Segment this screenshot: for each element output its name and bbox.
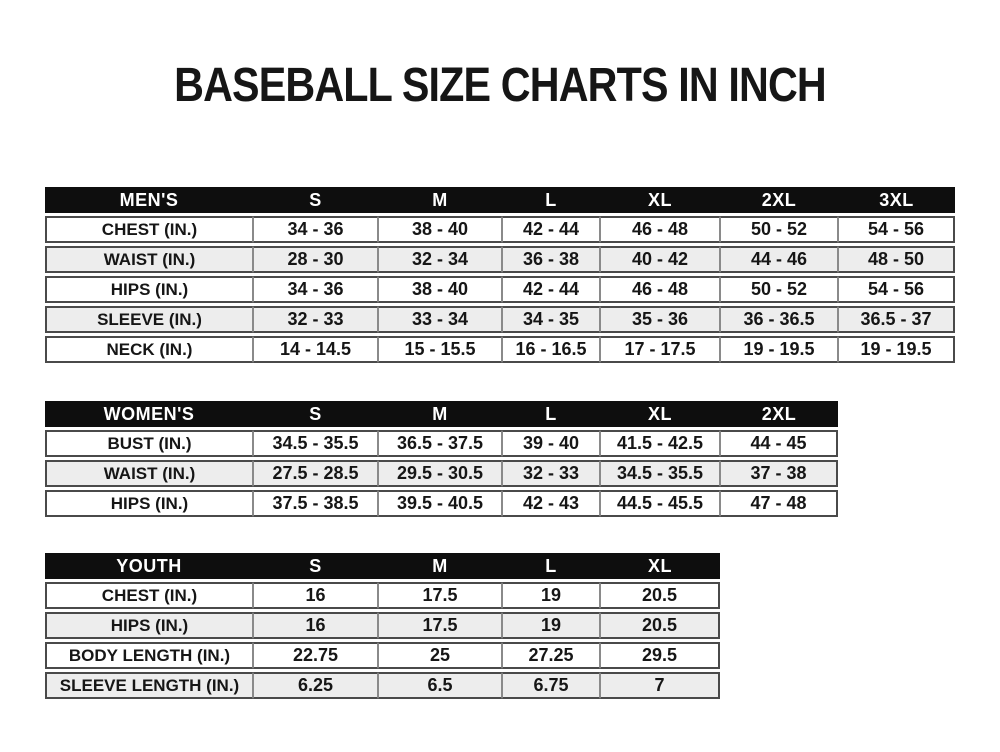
measurement-row — [45, 612, 720, 639]
measurement-row — [45, 430, 838, 457]
size-value-cell: 6.5 — [378, 672, 502, 699]
size-header-cell: L — [502, 187, 600, 213]
size-value-cell: 19 - 19.5 — [838, 336, 955, 363]
measurement-label-cell: SLEEVE (IN.) — [45, 306, 253, 333]
size-value-cell: 44 - 46 — [720, 246, 838, 273]
size-value-cell: 32 - 34 — [378, 246, 502, 273]
size-value-cell: 32 - 33 — [253, 306, 378, 333]
size-value-cell: 27.5 - 28.5 — [253, 460, 378, 487]
measurement-row — [45, 642, 720, 669]
size-value-cell: 34 - 35 — [502, 306, 600, 333]
measurement-label-cell: HIPS (IN.) — [45, 276, 253, 303]
size-value-cell: 34 - 36 — [253, 276, 378, 303]
size-value-cell: 42 - 44 — [502, 276, 600, 303]
header-row — [45, 187, 955, 213]
size-header-cell: L — [502, 401, 600, 427]
size-value-cell: 42 - 43 — [502, 490, 600, 517]
size-value-cell: 34.5 - 35.5 — [253, 430, 378, 457]
size-value-cell: 16 — [253, 612, 378, 639]
womens-size-table — [45, 398, 838, 520]
measurement-row — [45, 336, 955, 363]
measurement-row — [45, 460, 838, 487]
size-value-cell: 20.5 — [600, 582, 720, 609]
size-value-cell: 34.5 - 35.5 — [600, 460, 720, 487]
size-value-cell: 6.75 — [502, 672, 600, 699]
size-value-cell: 37.5 - 38.5 — [253, 490, 378, 517]
size-header-cell: M — [378, 401, 502, 427]
size-value-cell: 54 - 56 — [838, 216, 955, 243]
size-value-cell: 28 - 30 — [253, 246, 378, 273]
size-value-cell: 38 - 40 — [378, 216, 502, 243]
size-value-cell: 50 - 52 — [720, 216, 838, 243]
size-value-cell: 44 - 45 — [720, 430, 838, 457]
page-title: BASEBALL SIZE CHARTS IN INCH — [174, 59, 826, 112]
size-value-cell: 25 — [378, 642, 502, 669]
size-value-cell: 16 — [253, 582, 378, 609]
measurement-label-cell: NECK (IN.) — [45, 336, 253, 363]
measurement-row — [45, 216, 955, 243]
header-row — [45, 553, 720, 579]
size-value-cell: 17 - 17.5 — [600, 336, 720, 363]
mens-size-table — [45, 184, 955, 366]
size-value-cell: 39.5 - 40.5 — [378, 490, 502, 517]
header-row — [45, 401, 838, 427]
group-header-cell: WOMEN'S — [45, 401, 253, 427]
size-value-cell: 17.5 — [378, 612, 502, 639]
size-value-cell: 36.5 - 37 — [838, 306, 955, 333]
size-value-cell: 40 - 42 — [600, 246, 720, 273]
size-table — [45, 184, 955, 366]
size-header-cell: 2XL — [720, 187, 838, 213]
size-value-cell: 17.5 — [378, 582, 502, 609]
size-value-cell: 19 - 19.5 — [720, 336, 838, 363]
measurement-label-cell: WAIST (IN.) — [45, 246, 253, 273]
size-header-cell: M — [378, 553, 502, 579]
size-value-cell: 36 - 36.5 — [720, 306, 838, 333]
size-value-cell: 42 - 44 — [502, 216, 600, 243]
size-header-cell: XL — [600, 553, 720, 579]
size-value-cell: 37 - 38 — [720, 460, 838, 487]
measurement-label-cell: BODY LENGTH (IN.) — [45, 642, 253, 669]
measurement-row — [45, 246, 955, 273]
size-value-cell: 29.5 — [600, 642, 720, 669]
size-header-cell: M — [378, 187, 502, 213]
size-header-cell: XL — [600, 187, 720, 213]
size-header-cell: XL — [600, 401, 720, 427]
size-table — [45, 398, 838, 520]
size-value-cell: 27.25 — [502, 642, 600, 669]
group-header-cell: YOUTH — [45, 553, 253, 579]
size-header-cell: 2XL — [720, 401, 838, 427]
size-value-cell: 39 - 40 — [502, 430, 600, 457]
size-header-cell: 3XL — [838, 187, 955, 213]
size-value-cell: 7 — [600, 672, 720, 699]
size-value-cell: 46 - 48 — [600, 216, 720, 243]
size-value-cell: 44.5 - 45.5 — [600, 490, 720, 517]
size-value-cell: 20.5 — [600, 612, 720, 639]
size-value-cell: 36 - 38 — [502, 246, 600, 273]
measurement-row — [45, 276, 955, 303]
size-value-cell: 47 - 48 — [720, 490, 838, 517]
measurement-row — [45, 582, 720, 609]
youth-size-table — [45, 550, 720, 702]
measurement-label-cell: HIPS (IN.) — [45, 490, 253, 517]
measurement-row — [45, 490, 838, 517]
size-value-cell: 35 - 36 — [600, 306, 720, 333]
size-value-cell: 22.75 — [253, 642, 378, 669]
size-value-cell: 48 - 50 — [838, 246, 955, 273]
size-header-cell: S — [253, 401, 378, 427]
measurement-label-cell: CHEST (IN.) — [45, 582, 253, 609]
size-value-cell: 16 - 16.5 — [502, 336, 600, 363]
size-value-cell: 46 - 48 — [600, 276, 720, 303]
size-value-cell: 19 — [502, 582, 600, 609]
size-value-cell: 33 - 34 — [378, 306, 502, 333]
size-value-cell: 34 - 36 — [253, 216, 378, 243]
measurement-label-cell: BUST (IN.) — [45, 430, 253, 457]
size-value-cell: 41.5 - 42.5 — [600, 430, 720, 457]
measurement-label-cell: SLEEVE LENGTH (IN.) — [45, 672, 253, 699]
group-header-cell: MEN'S — [45, 187, 253, 213]
size-value-cell: 14 - 14.5 — [253, 336, 378, 363]
size-value-cell: 54 - 56 — [838, 276, 955, 303]
size-value-cell: 6.25 — [253, 672, 378, 699]
size-header-cell: S — [253, 187, 378, 213]
size-header-cell: S — [253, 553, 378, 579]
size-table — [45, 550, 720, 702]
size-value-cell: 38 - 40 — [378, 276, 502, 303]
size-header-cell: L — [502, 553, 600, 579]
size-value-cell: 50 - 52 — [720, 276, 838, 303]
size-value-cell: 29.5 - 30.5 — [378, 460, 502, 487]
measurement-row — [45, 306, 955, 333]
size-value-cell: 32 - 33 — [502, 460, 600, 487]
measurement-label-cell: HIPS (IN.) — [45, 612, 253, 639]
size-value-cell: 36.5 - 37.5 — [378, 430, 502, 457]
measurement-row — [45, 672, 720, 699]
measurement-label-cell: WAIST (IN.) — [45, 460, 253, 487]
measurement-label-cell: CHEST (IN.) — [45, 216, 253, 243]
size-value-cell: 19 — [502, 612, 600, 639]
size-value-cell: 15 - 15.5 — [378, 336, 502, 363]
